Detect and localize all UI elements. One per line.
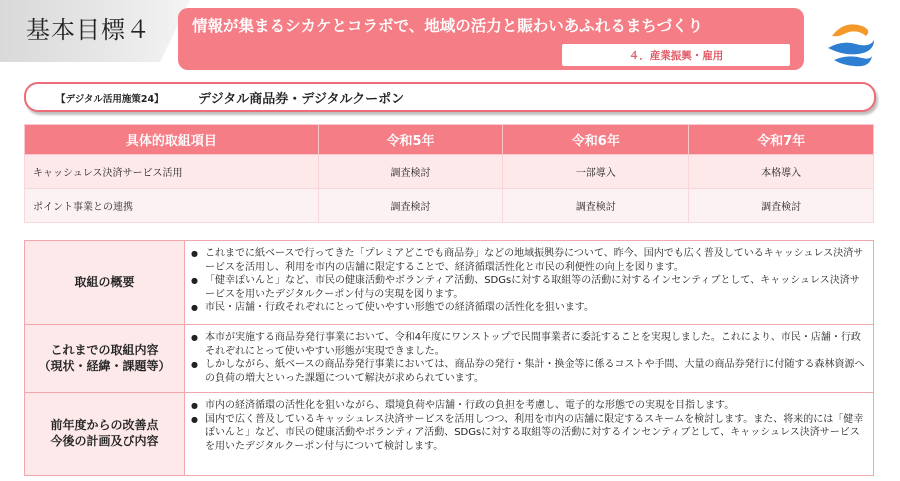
detail-content [185,325,873,392]
bullet-item: ● 市民・店舗・行政それぞれにとって使いやすい形態での経済循環の活性化を狙います。 [191,301,867,315]
row-r5: 調査検討 [318,189,503,223]
measure-title-box [24,82,876,112]
theme-text: 情報が集まるシカケとコラボで、地域の活力と賑わいあふれるまちづくり [192,17,704,35]
measure-tag: 【デジタル活用施策24】 [56,94,164,105]
detail-label: 取組の概要 [25,241,185,324]
detail-content [185,241,873,324]
header-item: 具体的取組項目 [25,125,319,155]
measure-name: デジタル商品券・デジタルクーポン [198,92,405,107]
bullet-item: ● 国内で広く普及しているキャッシュレス決済サービスを活用しつつ、利用を市内の店舗に限定するスキームを検討します。また、将来的には「健幸ぽいんと」など、市民の健康活動やボランティア活動、SDGsに対する取組等の活動に対するインセンティブとして、キャッシュレス決済サービスを用いたデジタルクーポン付与について検討します。 [191,413,867,454]
bullet-item: ● 本市が実施する商品券発行事業において、令和4年度にワンストップで民間事業者に委託することを実現しました。これにより、市民・店舗・行政それぞれにとって使いやすい形態が実現できました。 [191,331,867,358]
city-logo-icon [822,18,880,70]
detail-label: これまでの取組内容 （現状・経緯・課題等） [25,325,185,392]
row-r5: 調査検討 [318,155,503,189]
bullet-item: ● しかしながら、紙ベースの商品券発行事業においては、商品券の発行・集計・換金等に係るコストや手間、大量の商品券発行に付随する森林資源への負荷の増大といった課題について解決が求められています。 [191,358,867,385]
detail-row-history [25,325,873,393]
row-item: キャッシュレス決済サービス活用 [25,155,319,189]
header-r7: 令和7年 [689,125,874,155]
bullet-item: ● 市内の経済循環の活性化を狙いながら、環境負荷や店舗・行政の負担を考慮し、電子的な形態での実現を目指します。 [191,399,867,413]
sub-theme-label: ４．産業振興・雇用 [562,44,790,66]
theme-banner [178,8,804,70]
detail-row-plan [25,393,873,475]
schedule-header-row [25,125,874,155]
row-r7: 本格導入 [689,155,874,189]
row-r6: 一部導入 [503,155,689,189]
bullet-item: ● これまでに紙ベースで行ってきた「プレミアどこでも商品券」などの地域振興券について、昨今、国内でも広く普及しているキャッシュレス決済サービスを活用し、利用を市内の店舗に限定することで、経済循環活性化と市民の利便性の向上を図ります。 [191,247,867,274]
detail-content [185,393,873,475]
detail-row-overview [25,241,873,325]
header-r6: 令和6年 [503,125,689,155]
row-item: ポイント事業との連携 [25,189,319,223]
table-row [25,189,874,223]
table-row [25,155,874,189]
goal-title: 基本目標４ [26,16,151,44]
schedule-table [24,124,874,223]
header-r5: 令和5年 [318,125,503,155]
row-r6: 調査検討 [503,189,689,223]
detail-label: 前年度からの改善点 今後の計画及び内容 [25,393,185,475]
row-r7: 調査検討 [689,189,874,223]
bullet-item: ● 「健幸ぽいんと」など、市民の健康活動やボランティア活動、SDGsに対する取組等の活動に対するインセンティブとして、キャッシュレス決済サービスを用いたデジタルクーポン付与の実現を図ります。 [191,274,867,301]
detail-section [24,240,874,476]
